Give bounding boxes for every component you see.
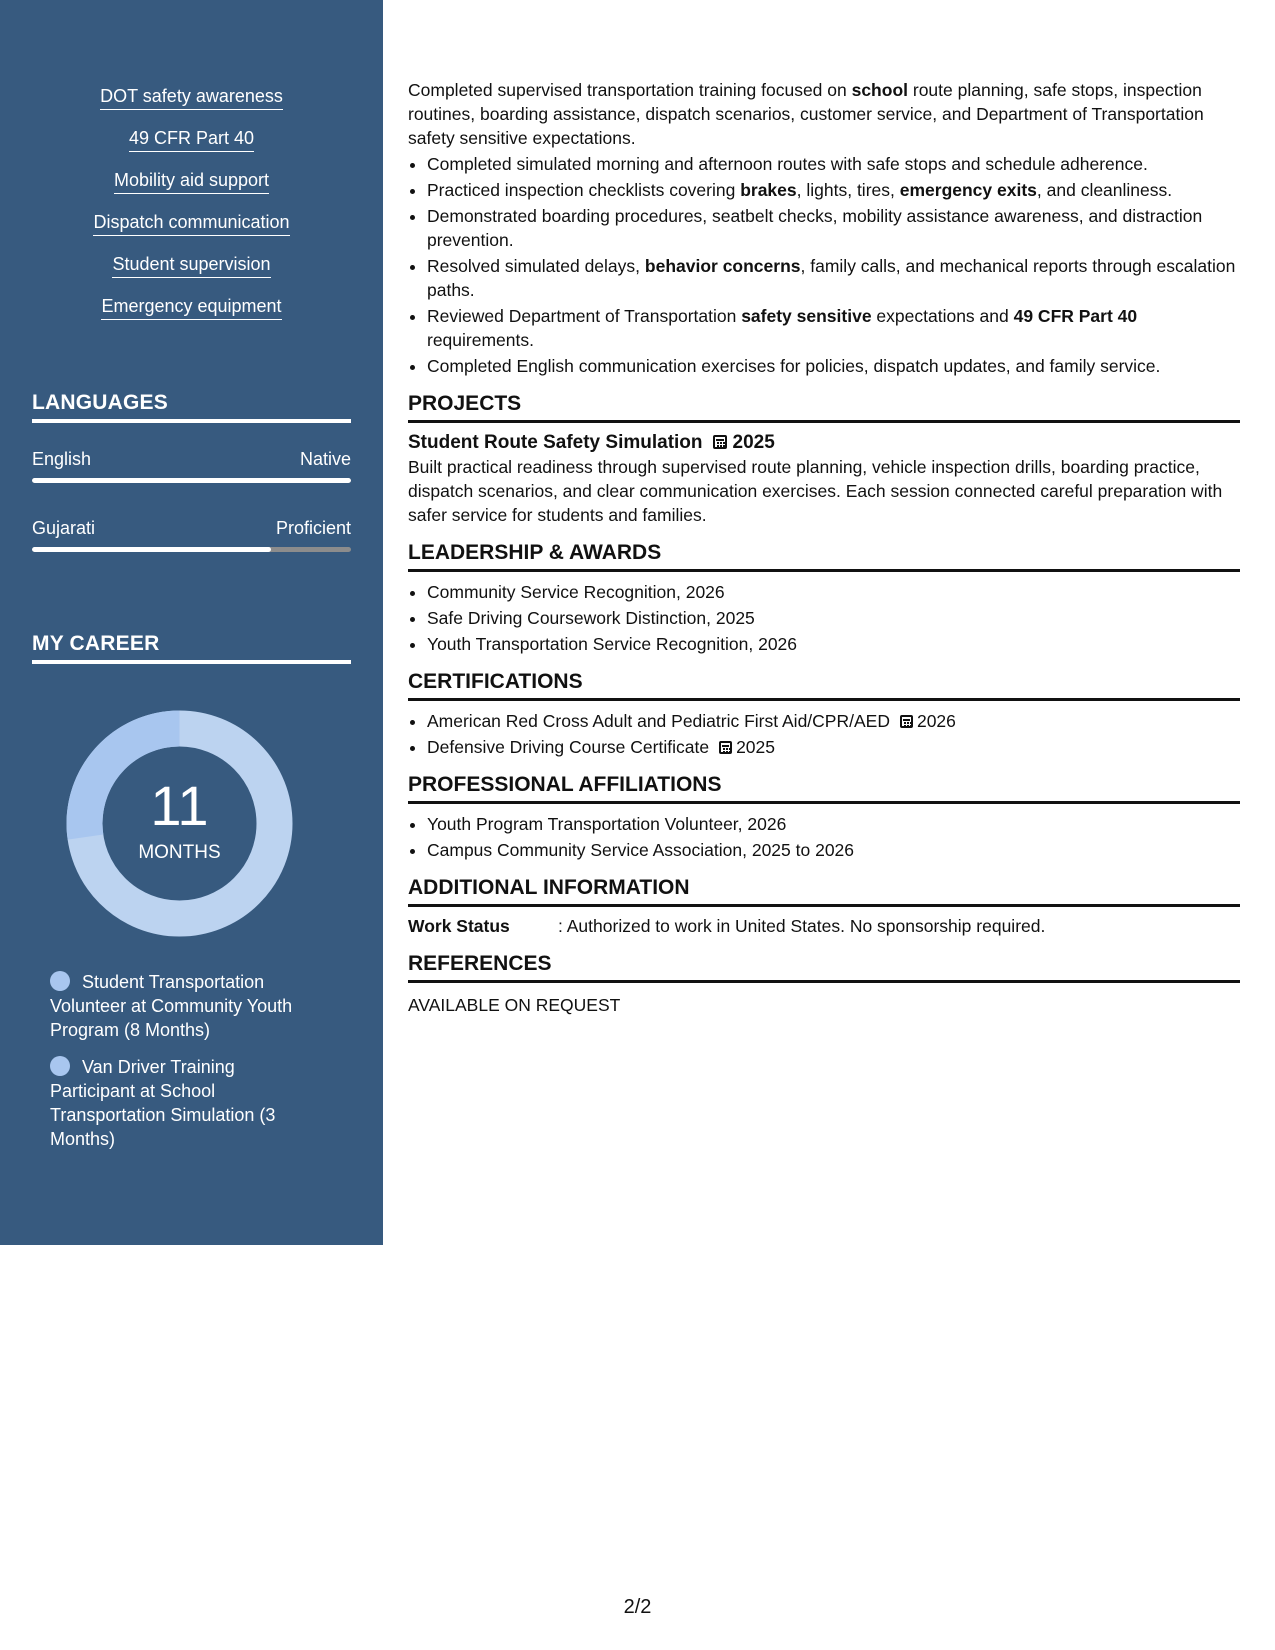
- language-bar: [32, 478, 351, 483]
- projects-heading: PROJECTS: [408, 391, 1240, 423]
- legend-dot: [50, 971, 70, 991]
- donut-center: [66, 710, 293, 937]
- language-bar-fill: [32, 478, 351, 483]
- skill-item: [0, 211, 383, 236]
- list-item: • Defensive Driving Course Certificate 2025: [427, 735, 1240, 759]
- references-text: AVAILABLE ON REQUEST: [408, 995, 621, 1015]
- list-item: • Campus Community Service Association, 2025 to 2026: [427, 838, 1240, 862]
- career-unit: MONTHS: [138, 842, 221, 863]
- skill-item: [0, 127, 383, 152]
- project-name: Student Route Safety Simulation: [408, 432, 703, 453]
- references-heading: REFERENCES: [408, 951, 1240, 983]
- skill-label: Mobility aid support: [114, 169, 269, 194]
- list-item: • American Red Cross Adult and Pediatric First Aid/CPR/AED 2026: [427, 709, 1240, 733]
- legend-dot: [50, 1056, 70, 1076]
- affiliations-heading: PROFESSIONAL AFFILIATIONS: [408, 772, 1240, 804]
- language-bar: [32, 547, 351, 552]
- project-description: Built practical readiness through supervised route planning, vehicle inspection drills, boarding practice, dispatch scenarios, and clear communication exercises. Each session connected careful preparation with safer service for students and families.: [408, 457, 1223, 525]
- career-item-text: Van Driver Training Participant at School Transportation Simulation (3 Months): [50, 1057, 276, 1149]
- list-item: • Youth Transportation Service Recognition, 2026: [427, 632, 1240, 656]
- language-level: Proficient: [275, 518, 351, 538]
- project-title: [408, 431, 1240, 455]
- language-bar-fill: [32, 547, 271, 552]
- language-name: Gujarati: [32, 518, 96, 538]
- career-total-months: 11: [150, 774, 209, 837]
- certifications-list: [408, 709, 1240, 759]
- career-heading: MY CAREER: [32, 632, 351, 664]
- awards-list: [408, 580, 1240, 656]
- list-item: • Completed English communication exercises for policies, dispatch updates, and family service.: [427, 354, 1240, 378]
- skill-label: 49 CFR Part 40: [129, 127, 254, 152]
- language-level: Native: [299, 449, 351, 469]
- calendar-icon: [900, 715, 913, 728]
- list-item: • Youth Program Transportation Volunteer, 2026: [427, 812, 1240, 836]
- sidebar: [0, 0, 383, 1245]
- skill-label: Emergency equipment: [101, 295, 281, 320]
- list-item: • Community Service Recognition, 2026: [427, 580, 1240, 604]
- list-item: • Reviewed Department of Transportation safety sensitive expectations and 49 CFR Part 40 requirements.: [427, 304, 1240, 352]
- language-name: English: [32, 449, 92, 469]
- awards-heading: LEADERSHIP & AWARDS: [408, 540, 1240, 572]
- skill-item: [0, 253, 383, 278]
- skills-list: [0, 85, 383, 337]
- skill-label: DOT safety awareness: [100, 85, 283, 110]
- skill-label: Student supervision: [112, 253, 270, 278]
- additional-heading: ADDITIONAL INFORMATION: [408, 875, 1240, 907]
- career-item: [50, 970, 320, 1042]
- list-item: • Resolved simulated delays, behavior concerns, family calls, and mechanical reports through escalation paths.: [427, 254, 1240, 302]
- affiliations-list: [408, 812, 1240, 862]
- list-item: • Practiced inspection checklists covering brakes, lights, tires, emergency exits, and cleanliness.: [427, 178, 1240, 202]
- skill-label: Dispatch communication: [93, 211, 289, 236]
- skill-item: [0, 85, 383, 110]
- project-year: 2025: [732, 432, 775, 453]
- language-english: [32, 449, 351, 483]
- main-content: [408, 78, 1240, 1017]
- experience-bullets: [408, 152, 1240, 378]
- calendar-icon: [713, 435, 727, 449]
- languages-heading: LANGUAGES: [32, 391, 351, 423]
- work-status: [408, 914, 1240, 938]
- list-item: • Demonstrated boarding procedures, seatbelt checks, mobility assistance awareness, and distraction prevention.: [427, 204, 1240, 252]
- work-status-label: Work Status: [408, 916, 510, 936]
- career-item: [50, 1055, 320, 1151]
- language-gujarati: [32, 518, 351, 552]
- skill-item: [0, 169, 383, 194]
- certifications-heading: CERTIFICATIONS: [408, 669, 1240, 701]
- experience-summary: Completed supervised transportation training focused on school route planning, safe stops, inspection routines, boarding assistance, dispatch scenarios, customer service, and Department of Transportation safety sensitive expectations.: [408, 80, 1204, 148]
- work-status-value: : Authorized to work in United States. No sponsorship required.: [558, 916, 1046, 936]
- list-item: • Safe Driving Coursework Distinction, 2025: [427, 606, 1240, 630]
- career-item-text: Student Transportation Volunteer at Community Youth Program (8 Months): [50, 972, 293, 1040]
- list-item: • Completed simulated morning and afternoon routes with safe stops and schedule adherence.: [427, 152, 1240, 176]
- page-number: 2/2: [623, 1596, 652, 1618]
- skill-item: [0, 295, 383, 320]
- calendar-icon: [719, 741, 732, 754]
